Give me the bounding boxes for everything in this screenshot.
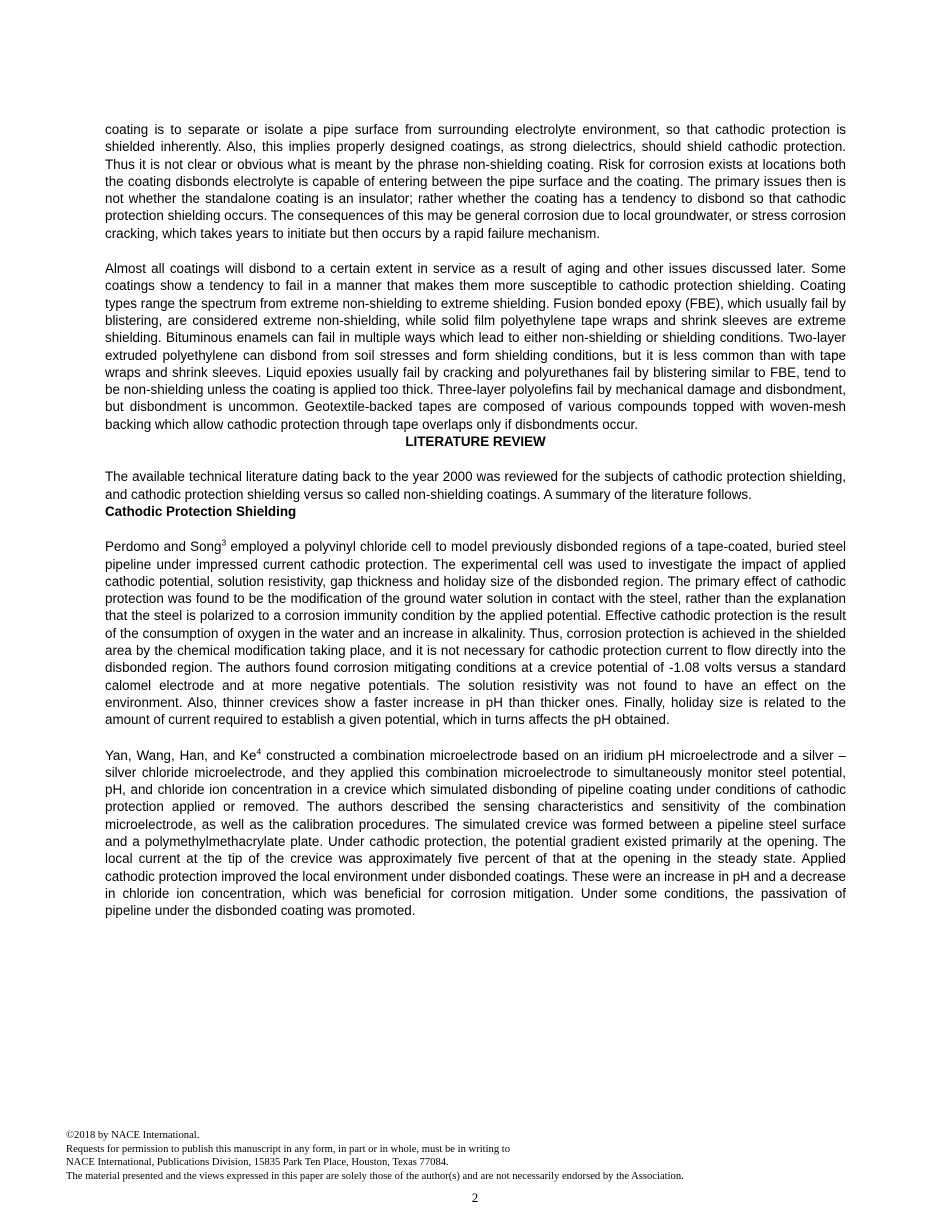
paragraph-coating-shielding: coating is to separate or isolate a pipe surface from surrounding electrolyte environment, so that cathodic protection is shielded inherently. Also, this implies properly designed coatings, as strong dielectrics, should shield cathodic protection. Thus it is not clear or obvious what is meant by the phrase non-shielding coating. Risk for corrosion exists at locations both the coating disbonds electrolyte is capable of entering between the pipe surface and the coating. The primary issues then is not whether the standalone coating is an insulator; rather whether the coating has a tendency to disbond so that cathodic protection shielding occurs. The consequences of this may be general corrosion due to local groundwater, or stress corrosion cracking, which takes years to initiate but then occurs by a rapid failure mechanism.	[105, 122, 846, 241]
citation-authors: Yan, Wang, Han, and Ke	[105, 747, 257, 763]
reference-superscript: 4	[256, 746, 262, 757]
disclaimer-line: The material presented and the views expressed in this paper are solely those of the author(s) and are not necessarily endorsed by the Association.	[66, 1170, 684, 1182]
copyright-footer	[66, 1129, 886, 1183]
paragraph-body: constructed a combination microelectrode based on an iridium pH microelectrode and a silver – silver chloride microelectrode, and they applied this combination microelectrode to simultaneously monitor steel potential, pH, and chloride ion concentration in a crevice which simulated disbonding of pipeline coating under conditions of cathodic protection applied or removed. The authors described the sensing characteristics and sensitivity of the combination microelectrode, as well as the calibration procedures. The simulated crevice was formed between a pipeline steel surface and a polymethylmethacrylate plate. Under cathodic protection, the potential gradient existed primarily at the opening. The local current at the tip of the crevice was approximately five percent of that at the opening in the steady state. Applied cathodic protection improved the local environment under disbonded coatings. These were an increase in pH and a decrease in chloride ion concentration, which was beneficial for corrosion mitigation. Under some conditions, the passivation of pipeline under the disbonded coating was promoted.	[105, 747, 846, 919]
body-text	[105, 121, 846, 919]
paragraph-coating-types: Almost all coatings will disbond to a certain extent in service as a result of aging and other issues discussed later. Some coatings show a tendency to fail in a manner that makes them more susceptible to cathodic protection shielding. Coating types range the spectrum from extreme non-shielding to extreme shielding. Fusion bonded epoxy (FBE), which usually fail by blistering, are considered extreme non-shielding, while solid film polyethylene tape wraps and shrink sleeves are extreme shielding. Bituminous enamels can fail in multiple ways which lead to either non-shielding or shielding conditions. Two-layer extruded polyethylene can disbond from soil stresses and form shielding conditions, but it is less common than with tape wraps and shrink sleeves. Liquid epoxies usually fail by cracking and polyurethanes fail by blistering similar to FBE, tend to be non-shielding unless the coating is applied too thick. Three-layer polyolefins fail by mechanical damage and disbondment, but disbondment is uncommon. Geotextile-backed tapes are composed of various compounds topped with woven-mesh backing which allow cathodic protection through tape overlaps only if disbondments occur.	[105, 261, 846, 432]
permission-line: Requests for permission to publish this manuscript in any form, in part or in whole, must be in writing to	[66, 1143, 511, 1155]
citation-authors: Perdomo and Song	[105, 539, 222, 555]
address-line: NACE International, Publications Division, 15835 Park Ten Place, Houston, Texas 77084.	[66, 1157, 449, 1169]
subsection-heading: Cathodic Protection Shielding	[105, 503, 297, 519]
paragraph-literature-intro: The available technical literature dating back to the year 2000 was reviewed for the subjects of cathodic protection shielding, and cathodic protection shielding versus so called non-shielding coatings. A summary of the literature follows.	[105, 469, 846, 502]
paragraph-yan-wang-han-ke	[105, 747, 846, 920]
page-number: 2	[471, 1190, 479, 1205]
paragraph-perdomo-song	[105, 538, 846, 728]
paragraph-body: employed a polyvinyl chloride cell to model previously disbonded regions of a tape-coated, buried steel pipeline under impressed current cathodic protection. The experimental cell was used to investigate the impact of applied cathodic potential, solution resistivity, gap thickness and holiday size of the disbonded region. The primary effect of cathodic protection was found to be the modification of the ground water solution in contact with the steel, rather than the explanation that the steel is polarized to a corrosion immunity condition by the applied potential. Effective cathodic protection is the result of the consumption of oxygen in the water and an increase in alkalinity. Thus, corrosion protection is achieved in the shielded area by the chemical modification taking place, and it is not necessary for cathodic protection current to flow directly into the disbonded region. The authors found corrosion mitigating conditions at a crevice potential of -1.08 volts versus a standard calomel electrode and at more negative potentials. The solution resistivity was not found to have an effect on the environment. Also, thinner crevices show a faster increase in pH than thicker ones. Finally, holiday size is related to the amount of current required to establish a given potential, which in turns affects the pH obtained.	[105, 539, 846, 728]
copyright-line: ©2018 by NACE International.	[66, 1130, 200, 1141]
section-heading: LITERATURE REVIEW	[405, 434, 546, 450]
reference-superscript: 3	[221, 537, 227, 548]
